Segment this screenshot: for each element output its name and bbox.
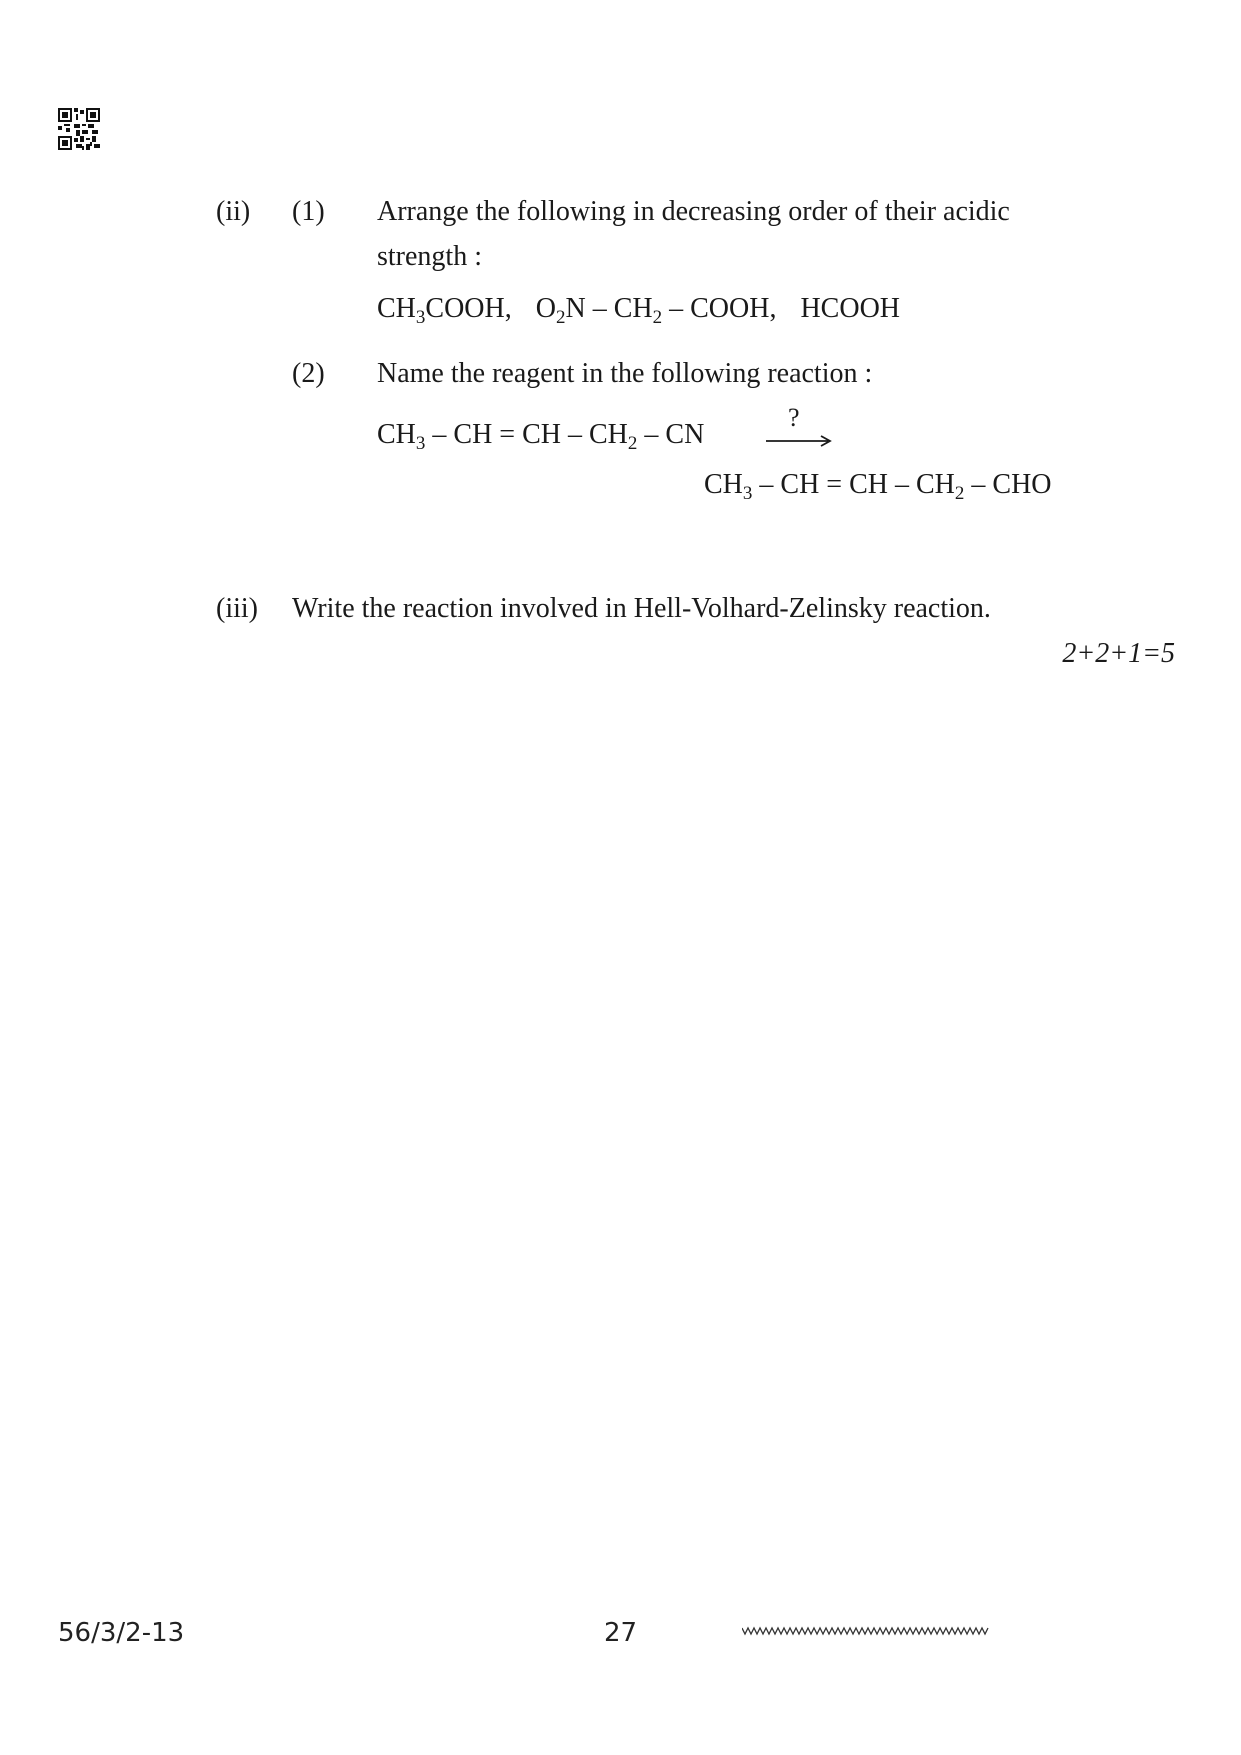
question-label-ii: (ii)	[216, 196, 251, 227]
question-label-iii: (iii)	[216, 593, 258, 624]
compounds-list	[377, 292, 900, 326]
reaction-arrow	[764, 403, 836, 449]
marks-allocation: 2+2+1=5	[1062, 638, 1175, 669]
subquestion-label-2: (2)	[292, 358, 325, 389]
wavy-line-decoration	[742, 1624, 992, 1638]
reaction-product: $CH_3$ – CH = CH – $CH_2$ – CHO	[704, 469, 1052, 504]
compound-acetic-acid: $CH_3COOH$,	[377, 293, 512, 328]
question-text-acidic-strength-cont: strength :	[377, 241, 482, 272]
compound-nitroacetic-acid: $O_2N - CH_2$ – COOH,	[535, 293, 777, 328]
question-text-acidic-strength: Arrange the following in decreasing order of their acidic	[377, 196, 1010, 227]
qr-code-icon	[58, 108, 100, 150]
page-number: 27	[604, 1618, 638, 1648]
arrow-right-icon	[764, 403, 836, 449]
subquestion-label-1: (1)	[292, 196, 325, 227]
reaction-reactant: $CH_3$ – CH = CH – $CH_2$ – CN	[377, 419, 705, 454]
paper-code: 56/3/2-13	[58, 1618, 185, 1648]
question-text-reagent: Name the reagent in the following reaction :	[377, 358, 873, 389]
question-text-hvz: Write the reaction involved in Hell-Volhard-Zelinsky reaction.	[292, 593, 991, 624]
compound-formic-acid: HCOOH	[800, 293, 901, 324]
reaction-reagent-unknown: ?	[788, 403, 800, 432]
